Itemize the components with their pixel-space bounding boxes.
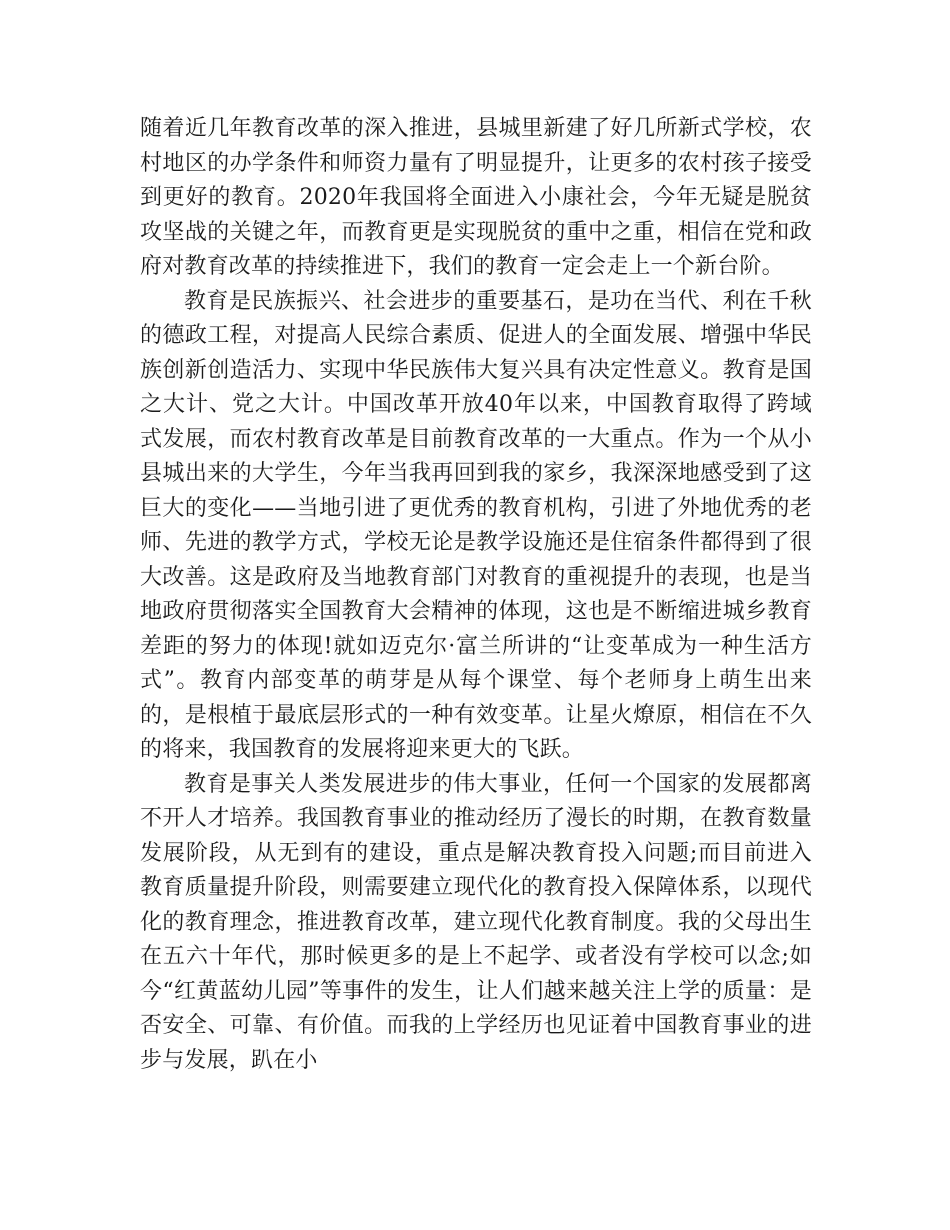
paragraph-1: 随着近几年教育改革的深入推进，县城里新建了好几所新式学校，农村地区的办学条件和师资力量有了明显提升，让更多的农村孩子接受到更好的教育。2020年我国将全面进入小康社会，今年无疑是脱贫攻坚战的关键之年，而教育更是实现脱贫的重中之重，相信在党和政府对教育改革的持续推进下，我们的教育一定会走上一个新台阶。	[140, 116, 812, 279]
paragraph-3: 教育是事关人类发展进步的伟大事业，任何一个国家的发展都离不开人才培养。我国教育事业的推动经历了漫长的时期，在教育数量发展阶段，从无到有的建设，重点是解决教育投入问题;而目前进入教育质量提升阶段，则需要建立现代化的教育投入保障体系，以现代化的教育理念，推进教育改革，建立现代化教育制度。我的父母出生在五六十年代，那时候更多的是上不起学、或者没有学校可以念;如今“红黄蓝幼儿园”等事件的发生，让人们越来越关注上学的质量：是否安全、可靠、有价值。而我的上学经历也见证着中国教育事业的进步与发展，趴在小	[140, 771, 812, 1073]
document-body	[140, 112, 812, 1078]
paragraph-2: 教育是民族振兴、社会进步的重要基石，是功在当代、利在千秋的德政工程，对提高人民综合素质、促进人的全面发展、增强中华民族创新创造活力、实现中华民族伟大复兴具有决定性意义。教育是国之大计、党之大计。中国改革开放40年以来，中国教育取得了跨域式发展，而农村教育改革是目前教育改革的一大重点。作为一个从小县城出来的大学生，今年当我再回到我的家乡，我深深地感受到了这巨大的变化——当地引进了更优秀的教育机构，引进了外地优秀的老师、先进的教学方式，学校无论是教学设施还是住宿条件都得到了很大改善。这是政府及当地教育部门对教育的重视提升的表现，也是当地政府贯彻落实全国教育大会精神的体现，这也是不断缩进城乡教育差距的努力的体现!就如迈克尔·富兰所讲的“让变革成为一种生活方式”。教育内部变革的萌芽是从每个课堂、每个老师身上萌生出来的，是根植于最底层形式的一种有效变革。让星火燎原，相信在不久的将来，我国教育的发展将迎来更大的飞跃。	[140, 288, 812, 762]
